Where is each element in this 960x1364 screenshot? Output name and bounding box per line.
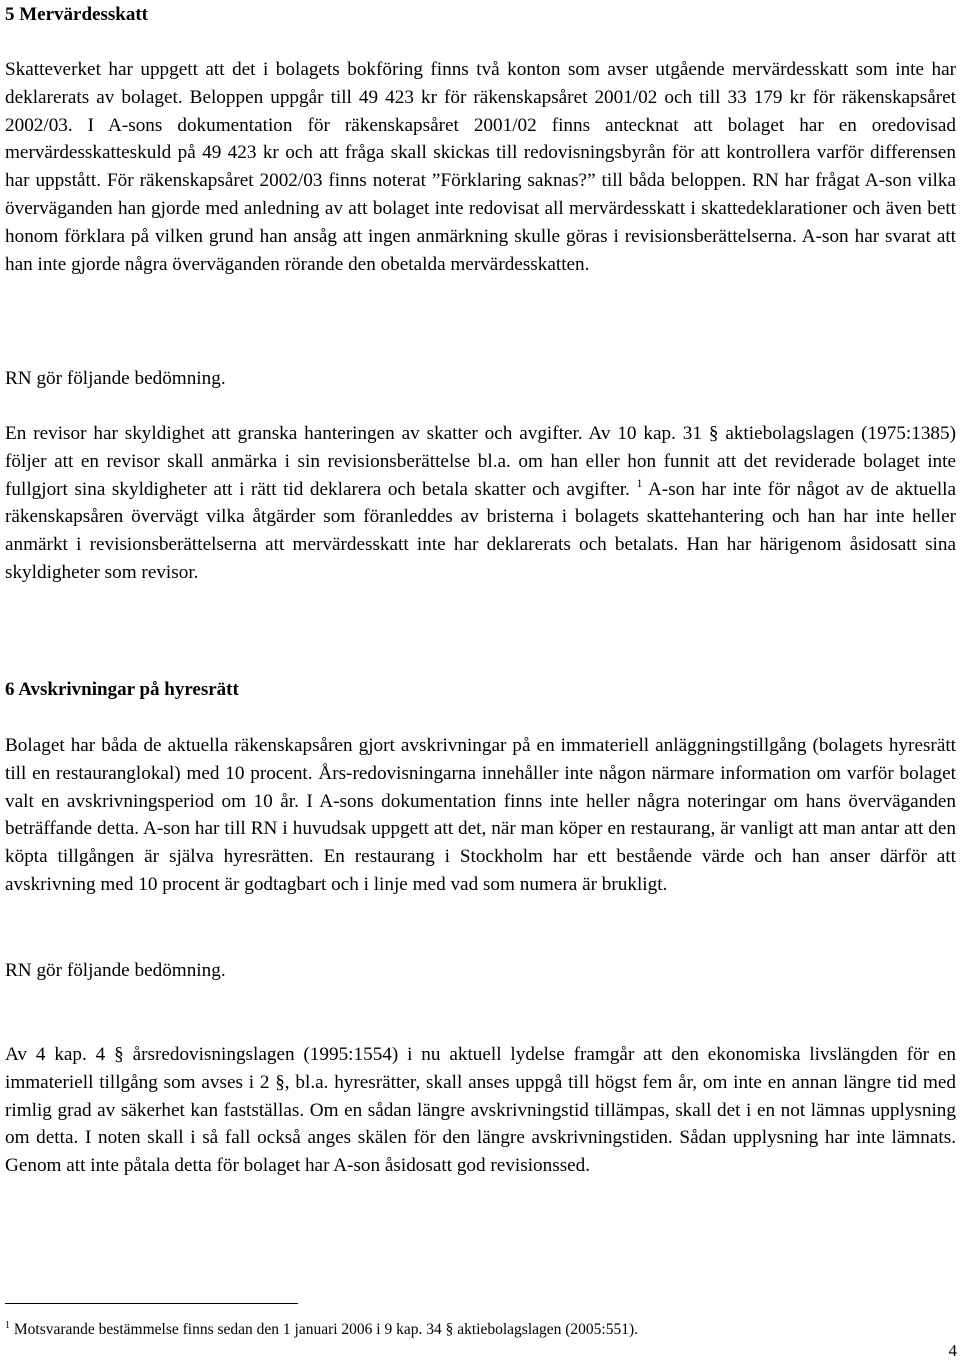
footnote	[5, 1319, 638, 1341]
footnote-text: Motsvarande bestämmelse finns sedan den 1 januari 2006 i 9 kap. 34 § aktiebolagslagen (2005:551).	[10, 1321, 639, 1338]
section5-paragraph-3	[5, 420, 956, 587]
footnote-reference[interactable]: 1	[636, 475, 643, 490]
page-number: 4	[948, 1341, 957, 1360]
section-heading-avskrivningar: 6 Avskrivningar på hyresrätt	[5, 679, 239, 700]
section5-paragraph-3-part-2: A-son har inte för något av de aktuella räkenskapsåren övervägt vilka åtgärder som föranleddes av bristerna i bolagets skattehantering och han har inte heller anmärkt i revisionsberättelserna att mervärdesskatt inte har deklarerats och betalats. Han har härigenom åsidosatt sina skyldigheter som revisor.	[5, 478, 957, 583]
section6-paragraph-3: Av 4 kap. 4 § årsredovisningslagen (1995:1554) i nu aktuell lydelse framgår att den ekonomiska livslängden för en immateriell tillgång som avses i 2 §, bl.a. hyresrätter, skall anses uppgå till högst fem år, om inte en annan längre tid med rimlig grad av säkerhet kan fastställas. Om en sådan längre avskrivningstid tillämpas, skall det i en not lämnas upplysning om detta. I noten skall i så fall också anges skälen för den längre avskrivningstiden. Sådan upplysning har inte lämnats. Genom att inte påtala detta för bolaget har A-son åsidosatt god revisionssed.	[5, 1044, 956, 1177]
footnote-separator	[5, 1303, 298, 1304]
section6-paragraph-1: Bolaget har båda de aktuella räkenskapsåren gjort avskrivningar på en immateriell anläggningstillgång (bolagets hyresrätt till en restauranglokal) med 10 procent. Års-redovisningarna innehåller inte någon närmare information om varför bolaget valt en avskrivningsperiod om 10 år. I A-sons dokumentation finns inte heller några noteringar om hans överväganden beträffande detta. A-son har till RN i huvudsak uppgett att det, när man köper en restaurang, är vanligt att man antar att den köpta tillgången är själva hyresrätten. En restaurang i Stockholm har ett bestående värde och han anser därför att avskrivning med 10 procent är godtagbart och i linje med vad som numera är brukligt.	[5, 735, 956, 895]
section5-assessment-intro: RN gör följande bedömning.	[5, 368, 226, 389]
footnote-number: 1	[5, 1320, 10, 1331]
section-heading-mervardesskatt: 5 Mervärdesskatt	[5, 4, 148, 25]
section6-assessment-intro: RN gör följande bedömning.	[5, 960, 226, 981]
section5-paragraph-3-part-1: En revisor har skyldighet att granska hanteringen av skatter och avgifter. Av 10 kap. 31 § aktiebolagslagen (1975:1385) följer att en revisor skall anmärka i sin revisionsberättelse bl.a. om han eller hon funnit att det reviderade bolaget inte fullgjort sina skyldigheter att i rätt tid deklarera och betala skatter och avgifter.	[5, 423, 956, 500]
section5-paragraph-1: Skatteverket har uppgett att det i bolagets bokföring finns två konton som avser utgående mervärdesskatt som inte har deklarerats av bolaget. Beloppen uppgår till 49 423 kr för räkenskapsåret 2001/02 och till 33 179 kr för räkenskapsåret 2002/03. I A-sons dokumentation för räkenskapsåret 2001/02 finns antecknat att bolaget har en oredovisad mervärdesskatteskuld på 49 423 kr och att fråga skall skickas till redovisningsbyrån för att kontrollera varför differensen har uppstått. För räkenskapsåret 2002/03 finns noterat ”Förklaring saknas?” till båda beloppen. RN har frågat A-son vilka överväganden han gjorde med anledning av att bolaget inte redovisat all mervärdesskatt i skattedeklarationer och även bett honom förklara på vilken grund han ansåg att ingen anmärkning skulle göras i revisionsberättelserna. A-son har svarat att han inte gjorde några överväganden rörande den obetalda mervärdesskatten.	[5, 59, 956, 275]
